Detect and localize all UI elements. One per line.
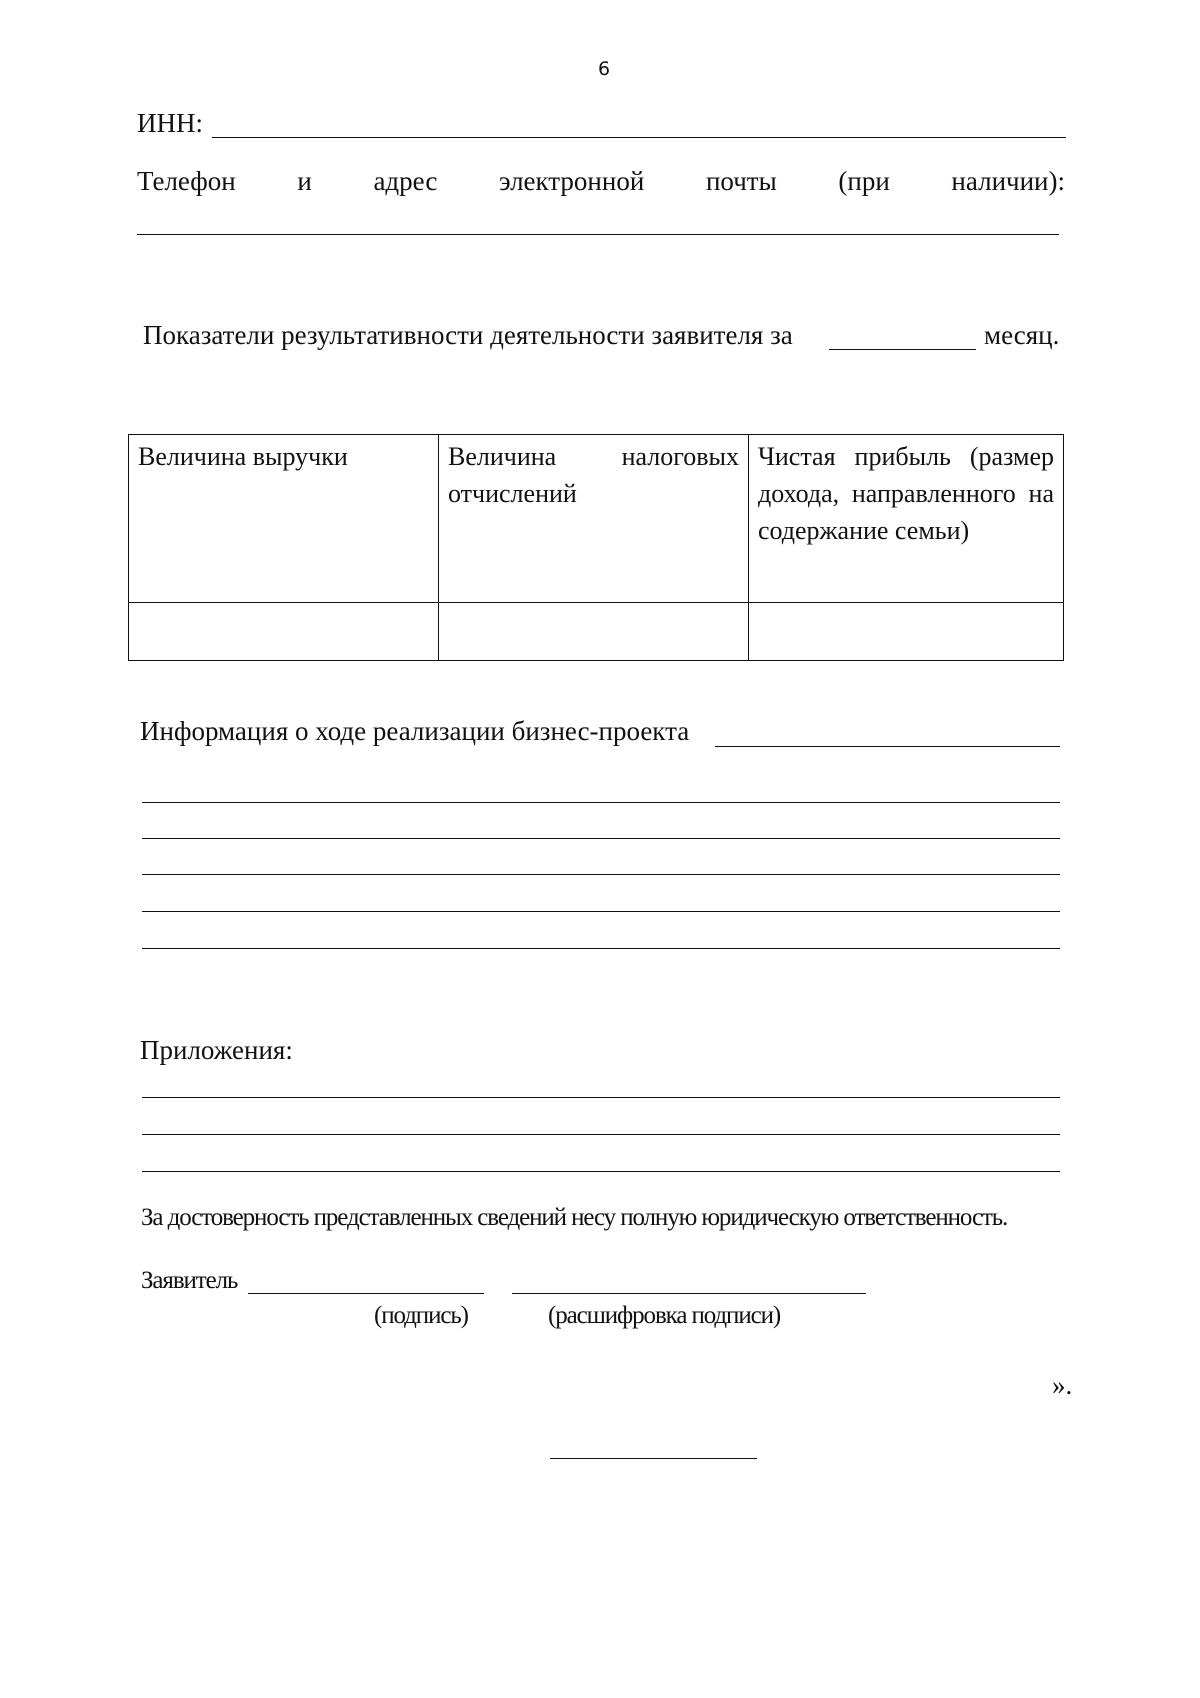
signature-line[interactable] (248, 1293, 484, 1294)
closing-quote: ». (1052, 1370, 1073, 1400)
project-info-line[interactable] (142, 948, 1060, 949)
inn-field-line[interactable] (212, 137, 1066, 138)
contact-word: адрес (373, 166, 438, 196)
revenue-header: Величина выручки (129, 435, 439, 603)
contact-field-line[interactable] (137, 234, 1059, 235)
responsibility-statement: За достоверность представленных сведений несу полную юридическую ответственность. (141, 1204, 1008, 1231)
indicators-suffix: месяц. (984, 320, 1060, 350)
page-number: 6 (598, 58, 611, 80)
contact-word: почты (705, 166, 777, 196)
net-profit-cell[interactable] (749, 603, 1064, 661)
signature-decoding-caption: (расшифровка подписи) (548, 1302, 781, 1329)
project-info-line[interactable] (142, 874, 1060, 875)
tax-header: Величина налоговых отчислений (439, 435, 749, 603)
end-separator-line (550, 1458, 757, 1459)
signature-caption: (подпись) (374, 1302, 468, 1329)
indicators-heading (143, 322, 793, 349)
contact-label (137, 168, 1065, 195)
project-info-line[interactable] (142, 802, 1060, 803)
indicators-prefix: Показатели результативности деятельности заявителя за (143, 320, 793, 350)
attachments-line[interactable] (142, 1097, 1060, 1098)
month-field-line[interactable] (829, 349, 976, 350)
tax-cell[interactable] (439, 603, 749, 661)
indicators-table (128, 434, 1064, 661)
table-row (129, 603, 1064, 661)
applicant-label: Заявитель (141, 1267, 238, 1294)
contact-word: Телефон (137, 166, 236, 196)
contact-word: электронной (498, 166, 645, 196)
project-info-line[interactable] (142, 838, 1060, 839)
project-info-line[interactable] (142, 911, 1060, 912)
contact-word: (при (838, 166, 890, 196)
contact-word: наличии): (951, 166, 1065, 196)
project-info-label: Информация о ходе реализации бизнес-проекта (140, 716, 690, 746)
attachments-line[interactable] (142, 1171, 1060, 1172)
net-profit-header: Чистая прибыль (размер дохода, направленного на содержание семьи) (749, 435, 1064, 603)
attachments-line[interactable] (142, 1134, 1060, 1135)
project-info-line[interactable] (715, 746, 1060, 747)
inn-label: ИНН: (137, 108, 203, 138)
contact-word: и (297, 166, 312, 196)
signature-decoding-line[interactable] (512, 1293, 866, 1294)
revenue-cell[interactable] (129, 603, 439, 661)
table-header-row (129, 435, 1064, 603)
attachments-label: Приложения: (140, 1035, 293, 1065)
